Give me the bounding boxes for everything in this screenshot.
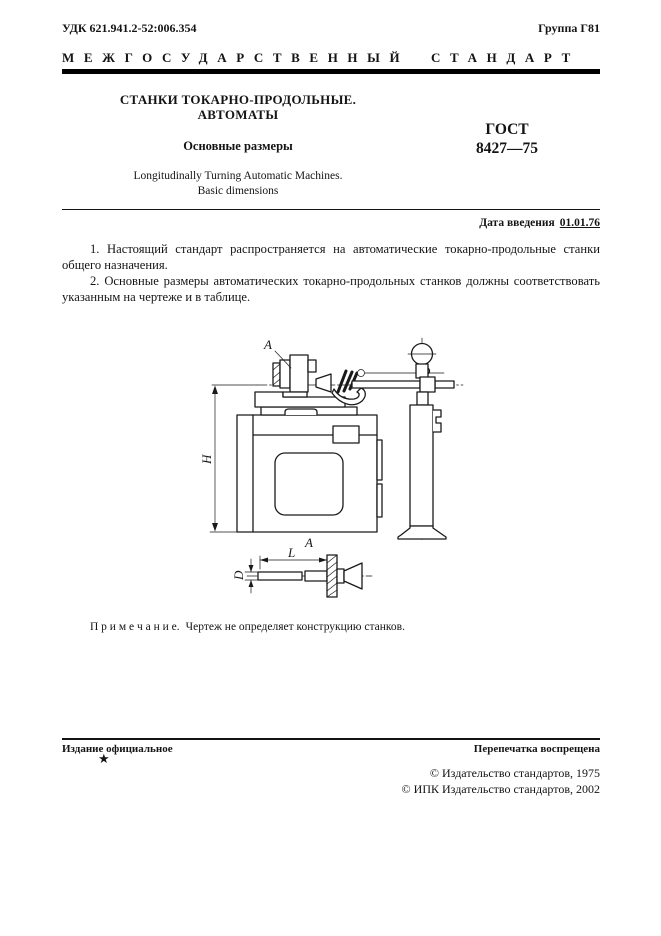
title-line2: АВТОМАТЫ (197, 107, 279, 123)
detail-shaft (258, 572, 302, 580)
title-left-column (62, 92, 414, 199)
reprint-prohibited-label: Перепечатка воспрещена (473, 743, 600, 755)
heading-rule (62, 69, 600, 74)
note-label: П р и м е ч а н и е. (90, 621, 180, 633)
title-russian (62, 92, 414, 123)
section-rule (62, 209, 600, 210)
width-dim-label: A (305, 535, 313, 550)
paragraph-1: 1. Настоящий стандарт распространяется на автоматические токарно-продольные станки общего назначения. (62, 242, 600, 273)
note-text: Чертеж не определяет конструкцию станков. (185, 621, 405, 633)
official-edition-label: Издание официальное (62, 743, 173, 755)
detail-cone (344, 563, 362, 589)
detail-marker-label: A (264, 337, 272, 352)
date-label: Дата введения (479, 217, 555, 229)
footer-rule (62, 738, 600, 740)
gost-label: ГОСТ (485, 121, 529, 138)
detail-view (245, 555, 372, 597)
standard-type-heading: МЕЖГОСУДАРСТВЕННЫЙ СТАНДАРТ (62, 50, 580, 65)
footer-row (62, 743, 600, 755)
title-english (62, 169, 414, 199)
date-value: 01.01.76 (559, 217, 600, 229)
title-block (62, 92, 600, 199)
classification-row (62, 21, 600, 36)
group-code: Группа Г81 (538, 21, 600, 35)
copyright-block (62, 766, 600, 797)
gost-designation (414, 120, 600, 159)
paragraph-2: 2. Основные размеры автоматических токарно-продольных станков должны соответствовать указанным на чертеже и в таблице. (62, 274, 600, 305)
diameter-dim-label: D (231, 570, 246, 580)
title-right-column (414, 92, 600, 199)
effective-date-row (62, 217, 600, 229)
title-en-line1: Longitudinally Turning Automatic Machines. (133, 169, 343, 182)
bar-stock (352, 381, 420, 388)
copyright-2002: © ИПК Издательство стандартов, 2002 (401, 781, 600, 796)
star-icon: ★ (98, 751, 110, 766)
body-paragraphs (62, 241, 600, 305)
length-dim-label: L (288, 545, 296, 560)
title-line1: СТАНКИ ТОКАРНО-ПРОДОЛЬНЫЕ. (119, 92, 357, 107)
udk-code: УДК 621.941.2-52:006.354 (62, 21, 197, 35)
height-dim-label: H (199, 454, 214, 464)
technical-drawing (195, 330, 475, 610)
title-en-line2: Basic dimensions (197, 184, 279, 197)
machine-body (237, 415, 382, 532)
subtitle: Основные размеры (183, 138, 293, 153)
figure-area (195, 330, 475, 610)
note-row (90, 621, 570, 633)
copyright-1975: © Издательство стандартов, 1975 (429, 766, 600, 780)
gost-number: 8427—75 (476, 140, 538, 158)
